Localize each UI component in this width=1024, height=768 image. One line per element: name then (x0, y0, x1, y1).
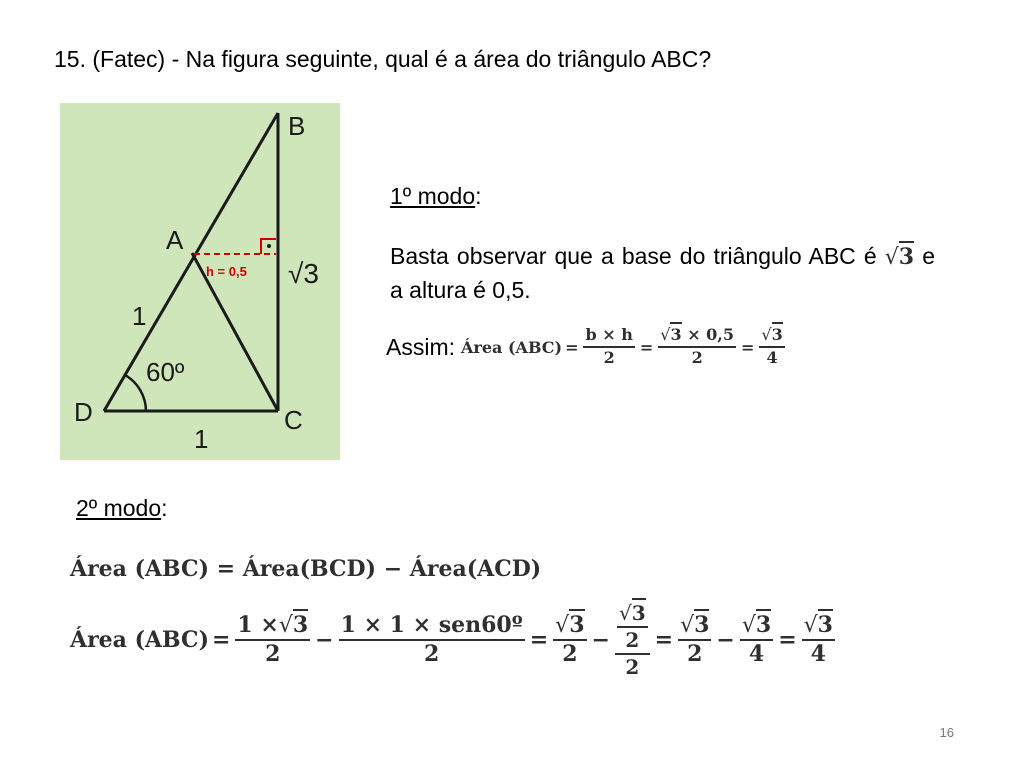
modo1-title: 1º modo (390, 183, 476, 209)
equals-sign: = (565, 337, 579, 357)
equals-sign: = (211, 627, 231, 653)
minus-sign: − (591, 627, 610, 653)
triangle-figure (60, 103, 340, 460)
equals-sign: = (741, 337, 755, 357)
vertex-c-label: C (284, 405, 303, 435)
side-dc-label: 1 (194, 424, 209, 454)
fraction-sqrt3-over-4: $\frac{√3}{4}$ (740, 614, 773, 666)
modo2-line1: Área (ABC) = Área(BCD) − Área(ACD) (70, 556, 542, 582)
vertex-d-label: D (74, 397, 93, 427)
modo1-heading (390, 183, 482, 210)
fraction-result: $\frac{√3}{4}$ (759, 327, 784, 367)
modo1-colon: : (475, 183, 482, 209)
modo2-title: 2º modo (76, 495, 162, 521)
page-number: 16 (939, 725, 954, 740)
fraction-sqrt3-over-2-b: $\frac{√3}{2}$ (678, 614, 711, 666)
modo1-formula-row (386, 318, 787, 376)
modo1-formula (461, 327, 787, 367)
modo2-lhs: Área (ABC) (70, 627, 209, 653)
fraction-bh: $\frac{b \times h}{2}$ (585, 325, 633, 367)
sqrt3-inline: √3 (885, 244, 914, 270)
height-label: h = 0,5 (206, 264, 247, 279)
vertex-b-label: B (288, 111, 306, 141)
modo1-explanation (390, 240, 935, 307)
side-bc-label: √3 (288, 258, 319, 289)
fraction-nested: $\frac{\frac{√3}{2}}{2}$ (615, 603, 650, 678)
modo2-heading (76, 495, 168, 522)
modo2-line2 (70, 592, 837, 688)
modo1-explanation-post: e a altura é 0,5. (390, 243, 935, 303)
fraction-final-result: $\frac{√3}{4}$ (802, 614, 835, 666)
equals-sign: = (654, 627, 674, 653)
modo1-explanation-pre: Basta observar que a base do triângulo ABC é (390, 243, 877, 269)
assim-label: Assim: (386, 333, 455, 360)
equals-sign: = (778, 627, 797, 653)
angle-label: 60º (146, 357, 185, 387)
right-angle-dot (267, 244, 271, 248)
fraction-sqrt3-half: $\frac{√3 \times 0,5}{2}$ (658, 327, 736, 367)
question-title: 15. (Fatec) - Na figura seguinte, qual é a área do triângulo ABC? (54, 46, 712, 72)
vertex-a-label: A (166, 225, 184, 255)
fraction-sqrt3-over-2: $\frac{√3}{2}$ (553, 614, 586, 666)
minus-sign: − (315, 627, 334, 653)
equals-sign: = (529, 627, 549, 653)
equals-sign: = (639, 337, 654, 357)
modo1-lhs: Área (ABC) (461, 337, 563, 357)
fraction-bcd: $\frac{1 \times√3}{2}$ (235, 614, 310, 666)
minus-sign: − (716, 627, 735, 653)
fraction-acd: $\frac{\text{1 × 1 × sen60º}}{2}$ (340, 611, 523, 667)
side-ad-label: 1 (132, 301, 147, 331)
modo2-colon: : (161, 495, 168, 521)
